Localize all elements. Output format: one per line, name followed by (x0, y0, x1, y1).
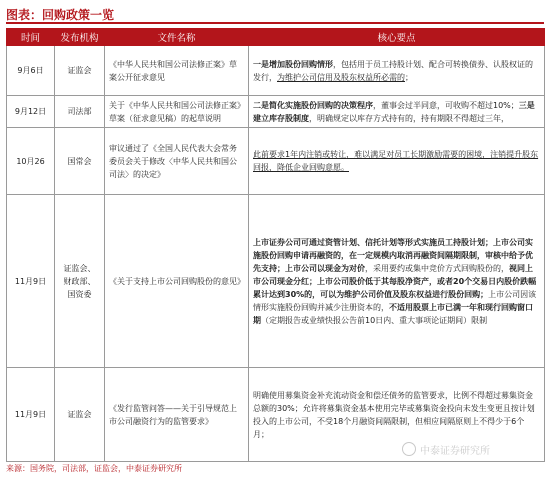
key-point-segment: 二是简化实施股份回购的决策程序 (253, 100, 373, 110)
table-row (7, 128, 545, 195)
key-point-segment: 一是增加股份回购情形 (253, 59, 333, 69)
table-body (7, 46, 545, 462)
key-point-segment: ，采用要约或集中竞价方式回购股份的， (365, 263, 509, 273)
row-doc-name: 《关于支持上市公司回购股份的意见》 (105, 195, 249, 368)
row-org (55, 96, 105, 128)
table-header-row (7, 29, 545, 46)
header-points: 核心要点 (249, 29, 545, 46)
row-doc-name: 审议通过了《全国人民代表大会常务委员会关于修改〈中华人民共和国公司法〉的决定》 (105, 128, 249, 195)
key-point-segment: （定期报告或业绩快报公告前10日内、重大事项论证期间）限制 (261, 315, 488, 325)
key-point-segment: 允许将募集资金基本使用完毕或募集资金投向未发生变更且按计划投入的上市公司，不受18个月融资间隔限制，但相应间隔原则上不得少于6个月； (253, 403, 535, 439)
row-doc-name: 关于《中华人民共和国公司法修正案》草案（征求意见稿）的起草说明 (105, 96, 249, 128)
row-org (55, 128, 105, 195)
header-date: 时间 (7, 29, 55, 46)
source-note: 来源：国务院，司法部，证监会，中泰证券研究所 (6, 464, 182, 473)
key-point-segment: ，包括用于员工持股计划、配合可转换债券、认股权证的发行， (253, 59, 533, 82)
table-row (7, 195, 545, 368)
key-point-segment: 明确使用募集资金补充流动资金和偿还债务的监管要求，比例不得超过募集资金总额的30%； (253, 390, 533, 413)
row-date: 9月12日 (7, 96, 55, 128)
table-row (7, 96, 545, 128)
row-org (55, 46, 105, 96)
row-doc-name: 《中华人民共和国公司法修正案》草案公开征求意见 (105, 46, 249, 96)
key-point-segment: ，董事会过半同意，可收购不超过10%； (373, 100, 519, 110)
policy-table (6, 28, 545, 462)
row-date: 9月6日 (7, 46, 55, 96)
table-row (7, 46, 545, 96)
key-point-segment: ，难以满足对员工长期激励需要的困境，注销提升股东回报，降低企业回购意愿。 (253, 150, 539, 172)
row-org (55, 195, 105, 368)
key-point-segment: 上市公司股价低于其每股净资产，或者20个交易日内股价跌幅累计达到30%的，可以为维护公司价值及股东权益进行股份回购； (253, 276, 537, 299)
key-point-segment: ，明确规定以库存方式持有的，持有期限不得超过三年， (309, 113, 509, 123)
key-point-segment: 上市公司实施股份回购申请再融资的，在一定规模内取消再融资间隔期限制，审核中给予优先支持； (253, 237, 533, 273)
row-date: 11月9日 (7, 195, 55, 368)
row-key-points (249, 195, 545, 368)
row-org (55, 368, 105, 462)
row-org-line: 国常会 (67, 156, 92, 166)
row-org-line: 国资委 (67, 289, 92, 299)
row-key-points (249, 128, 545, 195)
key-point-segment: 三是建立库存股制度 (253, 100, 535, 123)
row-org-line: 证监会 (67, 66, 92, 75)
row-key-points (249, 46, 545, 96)
row-doc-name: 《发行监管问答——关于引导规范上市公司融资行为的监管要求》 (105, 368, 249, 462)
key-point-segment: 为维护公司信用及股东权益所必需的 (277, 72, 405, 82)
row-org-line: 财政部、 (63, 276, 96, 286)
row-date: 11月9日 (7, 368, 55, 462)
watermark-logo-icon (402, 442, 416, 456)
key-point-segment: 上市证券公司可通过资管计划、信托计划等形式实施员工持股计划； (253, 237, 493, 247)
row-org-line: 司法部 (67, 107, 92, 116)
row-org-line: 证监会、 (63, 263, 96, 273)
figure-title-bar (6, 4, 544, 24)
row-key-points (249, 96, 545, 128)
row-org-line: 证监会 (67, 410, 92, 419)
key-point-segment: 上市公司以现金为对价 (285, 263, 365, 273)
header-org: 发布机构 (55, 29, 105, 46)
figure-title: 图表：回购政策一览 (6, 8, 115, 22)
key-point-segment: 此前要求1年内注销或转让 (253, 150, 347, 159)
watermark-text: 中泰证券研究所 (420, 445, 490, 457)
key-point-segment: 上市公司因该情形实施股份回购并减少注册资本的， (253, 289, 537, 312)
key-point-segment: ； (405, 72, 413, 82)
row-date: 10月26 (7, 128, 55, 195)
watermark (402, 440, 547, 458)
key-point-segment: 视同上市公司现金分红； (253, 263, 533, 286)
key-point-segment: 不适用股票上市已满一年和现行回购窗口期 (253, 302, 533, 325)
header-doc: 文件名称 (105, 29, 249, 46)
